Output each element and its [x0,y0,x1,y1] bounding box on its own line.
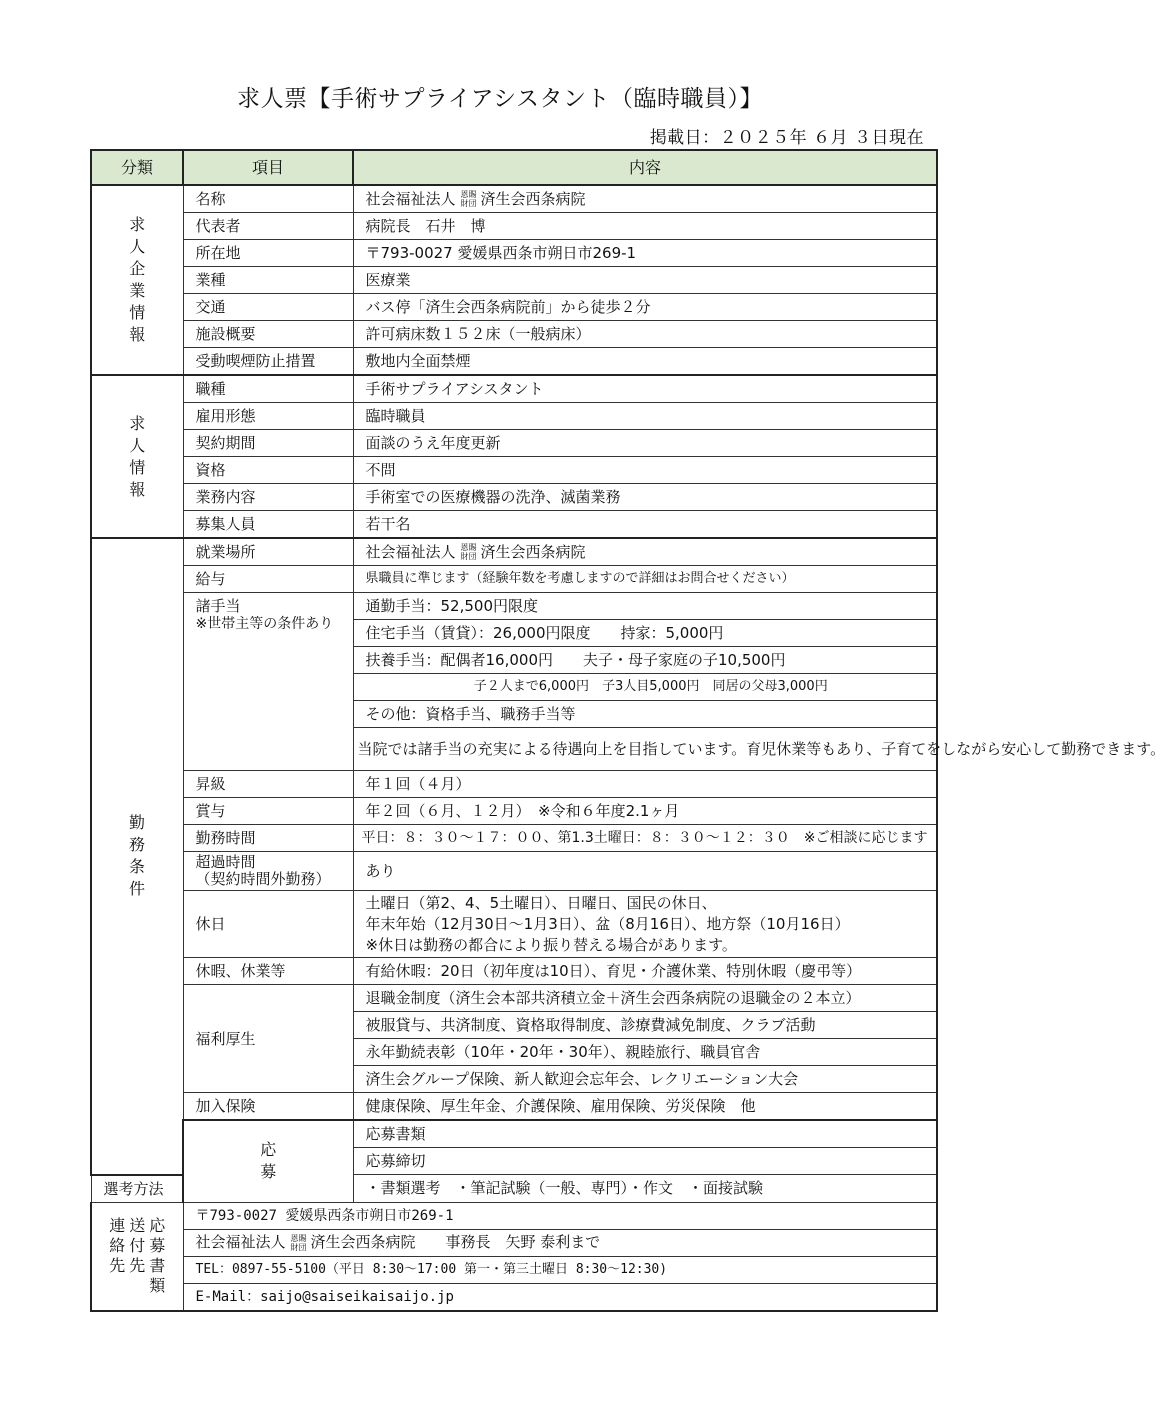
item-label: 施設概要 [183,321,353,348]
item-value: 敷地内全面禁煙 [353,348,937,376]
header-category: 分類 [91,150,183,185]
item-value: 手術サプライアシスタント [353,375,937,403]
table-row [91,321,937,348]
table-row [91,348,937,376]
table-row [91,213,937,240]
table-row [91,511,937,539]
table-row [91,1093,937,1121]
contact-tel: TEL：0897-55-5100（平日 8:30～17:00 第一・第三土曜日 8:30～12:30) [183,1256,937,1283]
contact-category-label: 応募書類 送付先 連絡先 [109,1216,166,1295]
table-row [91,1283,937,1311]
table-row [91,240,937,267]
item-value: 医療業 [353,267,937,294]
contact-email[interactable]: E-Mail：saijo@saiseikaisaijo.jp [183,1283,937,1311]
item-value: 子２人まで6,000円 子3人目5,000円 同居の父母3,000円 [353,674,937,701]
item-label: 雇用形態 [183,403,353,430]
company-name: 済生会西条病院 [480,189,586,208]
category-label: 勤務条件 [128,813,145,899]
item-label: 給与 [183,566,353,593]
table-row [91,484,937,511]
table-row [91,403,937,430]
publish-date: 掲載日：２０２５年 ６月 ３日現在 [649,128,924,148]
table-row [91,1120,937,1148]
table-row [91,538,937,566]
item-label: 契約期間 [183,430,353,457]
item-value: 有給休暇：20日（初年度は10日）、育児・介護休業、特別休暇（慶弔等） [353,958,937,985]
item-label: 資格 [183,457,353,484]
item-value: 当院では諸手当の充実による待遇向上を目指しています。育児休業等もあり、子育てをしながら安心して勤務できます。 [353,728,937,771]
table-row [91,891,937,958]
seal-mark: 恩賜 財団 [460,543,477,562]
table-row [91,852,937,891]
contact-name-cell [183,1229,937,1256]
item-label: 昇級 [183,771,353,798]
item-label: 応募書類 [353,1120,937,1148]
item-label: 受動喫煙防止措置 [183,348,353,376]
category-label: 求人企業情報 [129,215,146,344]
category-job [91,375,183,538]
item-label: 職種 [183,375,353,403]
item-value: 若干名 [353,511,937,539]
table-row [91,566,937,593]
item-value: 扶養手当：配偶者16,000円 夫子・母子家庭の子10,500円 [353,647,937,674]
item-label: 賞与 [183,798,353,825]
contact-name: 済生会西条病院 事務長 矢野 泰利まで [310,1233,601,1252]
item-label: 休日 [183,891,353,958]
item-label: 諸手当 [195,597,241,615]
corp-prefix: 社会福祉法人 [195,1233,286,1252]
category-application [183,1120,353,1202]
category-label: 応募 [260,1140,277,1182]
item-label: 選考方法 [91,1175,183,1203]
item-value: 永年勤続表彰（10年・20年・30年）、親睦旅行、職員官舎 [353,1039,937,1066]
table-row [91,430,937,457]
item-value: 許可病床数１５２床（一般病床） [353,321,937,348]
item-value: 通勤手当：52,500円限度 [353,593,937,620]
corp-prefix: 社会福祉法人 [365,542,456,561]
item-label-sub: （契約時間外勤務） [195,870,331,888]
item-label: 勤務時間 [183,825,353,852]
item-label: 応募締切 [353,1148,937,1175]
table-row [91,375,937,403]
holiday-line: ※休日は勤務の都合により振り替える場合があります。 [365,935,737,954]
item-value: 不問 [353,457,937,484]
table-row [91,798,937,825]
item-value: バス停「済生会西条病院前」から徒歩２分 [353,294,937,321]
item-value: あり [353,852,937,891]
corp-prefix: 社会福祉法人 [365,189,456,208]
table-row [91,1256,937,1283]
table-row [91,457,937,484]
seal-mark: 恩賜 財団 [290,1233,307,1252]
item-value: 県職員に準じます（経験年数を考慮しますので詳細はお問合せください） [353,566,937,593]
item-value: 済生会グループ保険、新人歓迎会忘年会、レクリエーション大会 [353,1066,937,1093]
item-label: 交通 [183,294,353,321]
workplace-name: 済生会西条病院 [480,542,586,561]
header-content: 内容 [353,150,937,185]
item-label: 所在地 [183,240,353,267]
table-row [91,1202,937,1229]
item-label: 就業場所 [183,538,353,566]
page-title: 求人票【手術サプライアシスタント（臨時職員）】 [236,86,763,112]
item-label: 福利厚生 [183,985,353,1093]
holiday-cell [353,891,937,958]
item-value: 平日：８：３０～１７：００、第1.3土曜日：８：３０～１２：３０ ※ご相談に応じます [353,825,937,852]
item-value: ・書類選考 ・筆記試験（一般、専門）・作文 ・面接試験 [353,1175,937,1203]
table-row [91,958,937,985]
item-value: 住宅手当（賃貸）：26,000円限度 持家：5,000円 [353,620,937,647]
category-conditions [91,538,183,1175]
item-value: 被服貸与、共済制度、資格取得制度、診療費減免制度、クラブ活動 [353,1012,937,1039]
contact-address: 〒793-0027 愛媛県西条市朔日市269-1 [183,1202,937,1229]
item-value: 病院長 石井 博 [353,213,937,240]
item-label: 代表者 [183,213,353,240]
table-row [91,825,937,852]
table-row [91,267,937,294]
item-label: 業種 [183,267,353,294]
item-value: 年２回（６月、１２月） ※令和６年度2.1ヶ月 [353,798,937,825]
allowance-note: ※世帯主等の条件あり [195,616,334,632]
item-value: 年１回（４月） [353,771,937,798]
table-row [91,593,937,620]
seal-mark: 恩賜 財団 [460,190,477,209]
item-value: 手術室での医療機器の洗浄、滅菌業務 [353,484,937,511]
company-name-cell [353,185,937,213]
header-item: 項目 [183,150,353,185]
table-header-row [91,150,937,185]
table-row [91,771,937,798]
item-value: その他：資格手当、職務手当等 [353,701,937,728]
item-value: 退職金制度（済生会本部共済積立金＋済生会西条病院の退職金の２本立） [353,985,937,1012]
workplace-cell [353,538,937,566]
item-label: 募集人員 [183,511,353,539]
item-value: 〒793-0027 愛媛県西条市朔日市269-1 [353,240,937,267]
allowance-label-cell [183,593,353,771]
item-label: 業務内容 [183,484,353,511]
category-contact [91,1202,183,1311]
item-label: 名称 [183,185,353,213]
category-label: 求人情報 [129,413,146,499]
category-company [91,185,183,375]
job-posting-table [90,149,1165,1312]
item-value: 面談のうえ年度更新 [353,430,937,457]
item-value: 健康保険、厚生年金、介護保険、雇用保険、労災保険 他 [353,1093,937,1121]
overtime-label-cell [183,852,353,891]
item-label: 超過時間 [195,853,256,871]
table-row [91,1229,937,1256]
item-value: 臨時職員 [353,403,937,430]
holiday-line: 土曜日（第2、4、5土曜日）、日曜日、国民の休日、 [365,893,717,912]
table-row [91,185,937,213]
table-row [91,294,937,321]
item-label: 休暇、休業等 [183,958,353,985]
item-label: 加入保険 [183,1093,353,1121]
table-row [91,985,937,1012]
holiday-line: 年末年始（12月30日～1月3日）、盆（8月16日）、地方祭（10月16日） [365,914,850,933]
